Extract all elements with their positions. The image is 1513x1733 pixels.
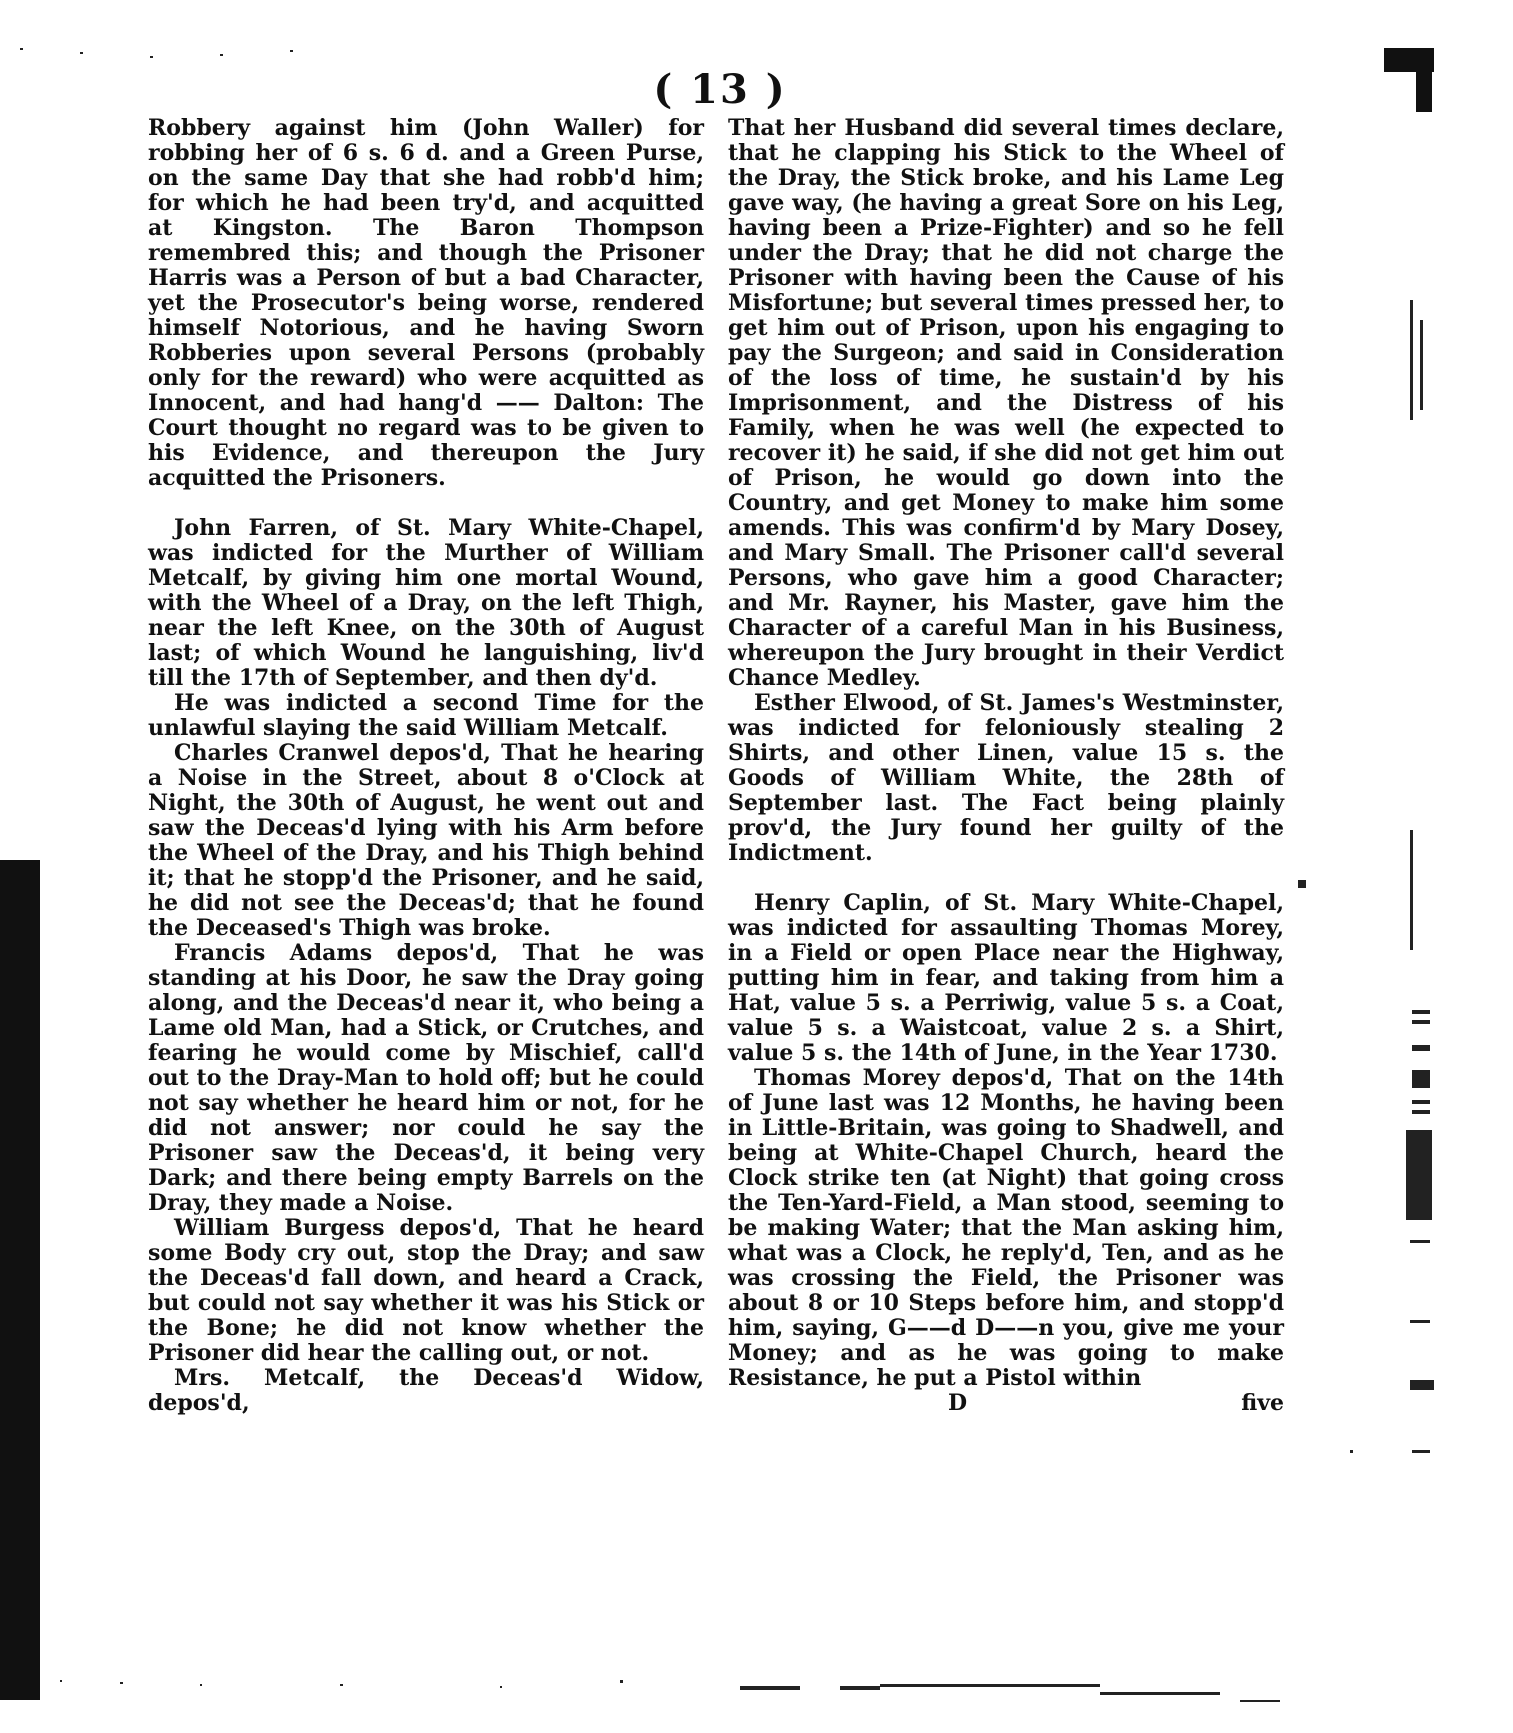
paragraph: He was indicted a second Time for the unlawful slaying the said William Metcalf. bbox=[148, 690, 704, 741]
paragraph: That her Husband did several times declare, that he clapping his Stick to the Wheel of the Dray, the Stick broke, and his Lame Leg gave way, (he having a great Sore on his Leg, having been a Prize-Fighter) and so he fell under the Dray; that he did not charge the Prisoner with having been the Cause of his Misfortune; but several times pressed her, to get him out of Prison, upon his engaging to pay the Surgeon; and said in Consideration of the loss of time, he sustain'd by his Imprisonment, and the Distress of his Family, when he was well (he expected to recover it) he said, if she did not get him out of Prison, he would go down into the Country, and get Money to make him some amends. This was confirm'd by Mary Dosey, and Mary Small. The Prisoner call'd several Persons, who gave him a good Character; and Mr. Rayner, his Master, gave him the Character of a careful Man in his Business, whereupon the Jury brought in their Verdict Chance Medley. bbox=[728, 115, 1284, 691]
paragraph: Robbery against him (John Waller) for robbing her of 6 s. 6 d. and a Green Purse, on the same Day that she had robb'd him; for which he had been try'd, and acquitted at Kingston. The Baron Thompson remembred this; and though the Prisoner Harris was a Person of but a bad Character, yet the Prosecutor's being worse, rendered himself Notorious, and he having Sworn Robberies upon several Persons (probably only for the reward) who were acquitted as Innocent, and had hang'd —— Dalton: The Court thought no regard was to be given to his Evidence, and thereupon the Jury acquitted the Prisoners. bbox=[148, 115, 704, 491]
paragraph: John Farren, of St. Mary White-Chapel, was indicted for the Murther of William Metcalf, by giving him one mortal Wound, with the Wheel of a Dray, on the left Thigh, near the left Knee, on the 30th of August last; of which Wound he languishing, liv'd till the 17th of September, and then dy'd. bbox=[148, 515, 704, 691]
paragraph: Francis Adams depos'd, That he was standing at his Door, he saw the Dray going along, and the Deceas'd near it, who being a Lame old Man, had a Stick, or Crutches, and fearing he would come by Mischief, call'd out to the Dray-Man to hold off; but he could not say whether he heard him or not, for he did not answer; nor could he say the Prisoner saw the Deceas'd, it being very Dark; and there being empty Barrels on the Dray, they made a Noise. bbox=[148, 940, 704, 1216]
paragraph: Mrs. Metcalf, the Deceas'd Widow, depos'd, bbox=[148, 1365, 704, 1416]
paragraph: Henry Caplin, of St. Mary White-Chapel, was indicted for assaulting Thomas Morey, in a Field or open Place near the Highway, putting him in fear, and taking from him a Hat, value 5 s. a Perriwig, value 5 s. a Coat, value 5 s. a Waistcoat, value 2 s. a Shirt, value 5 s. the 14th of June, in the Year 1730. bbox=[728, 890, 1284, 1066]
paragraph: William Burgess depos'd, That he heard some Body cry out, stop the Dray; and saw the Deceas'd fall down, and heard a Crack, but could not say whether it was his Stick or the Bone; he did not know whether the Prisoner did hear the calling out, or not. bbox=[148, 1215, 704, 1366]
catchword: five bbox=[1241, 1390, 1284, 1416]
signature-mark: D bbox=[948, 1390, 968, 1416]
paragraph: Esther Elwood, of St. James's Westminster, was indicted for feloniously stealing 2 Shirts, and other Linen, value 15 s. the Goods of William White, the 28th of September last. The Fact being plainly prov'd, the Jury found her guilty of the Indictment. bbox=[728, 690, 1284, 866]
page-number: ( 13 ) bbox=[653, 66, 787, 113]
paragraph: Charles Cranwel depos'd, That he hearing a Noise in the Street, about 8 o'Clock at Night, the 30th of August, he went out and saw the Deceas'd lying with his Arm before the Wheel of the Dray, and his Thigh behind it; that he stopp'd the Prisoner, and he said, he did not see the Deceas'd; that he found the Deceased's Thigh was broke. bbox=[148, 740, 704, 941]
paragraph: Thomas Morey depos'd, That on the 14th of June last was 12 Months, he having been in Little-Britain, was going to Shadwell, and being at White-Chapel Church, heard the Clock strike ten (at Night) that going cross the Ten-Yard-Field, a Man stood, seeming to be making Water; that the Man asking him, what was a Clock, he reply'd, Ten, and as he was crossing the Field, the Prisoner was about 8 or 10 Steps before him, and stopp'd him, saying, G——d D——n you, give me your Money; and as he was going to make Resistance, he put a Pistol within bbox=[728, 1065, 1284, 1391]
